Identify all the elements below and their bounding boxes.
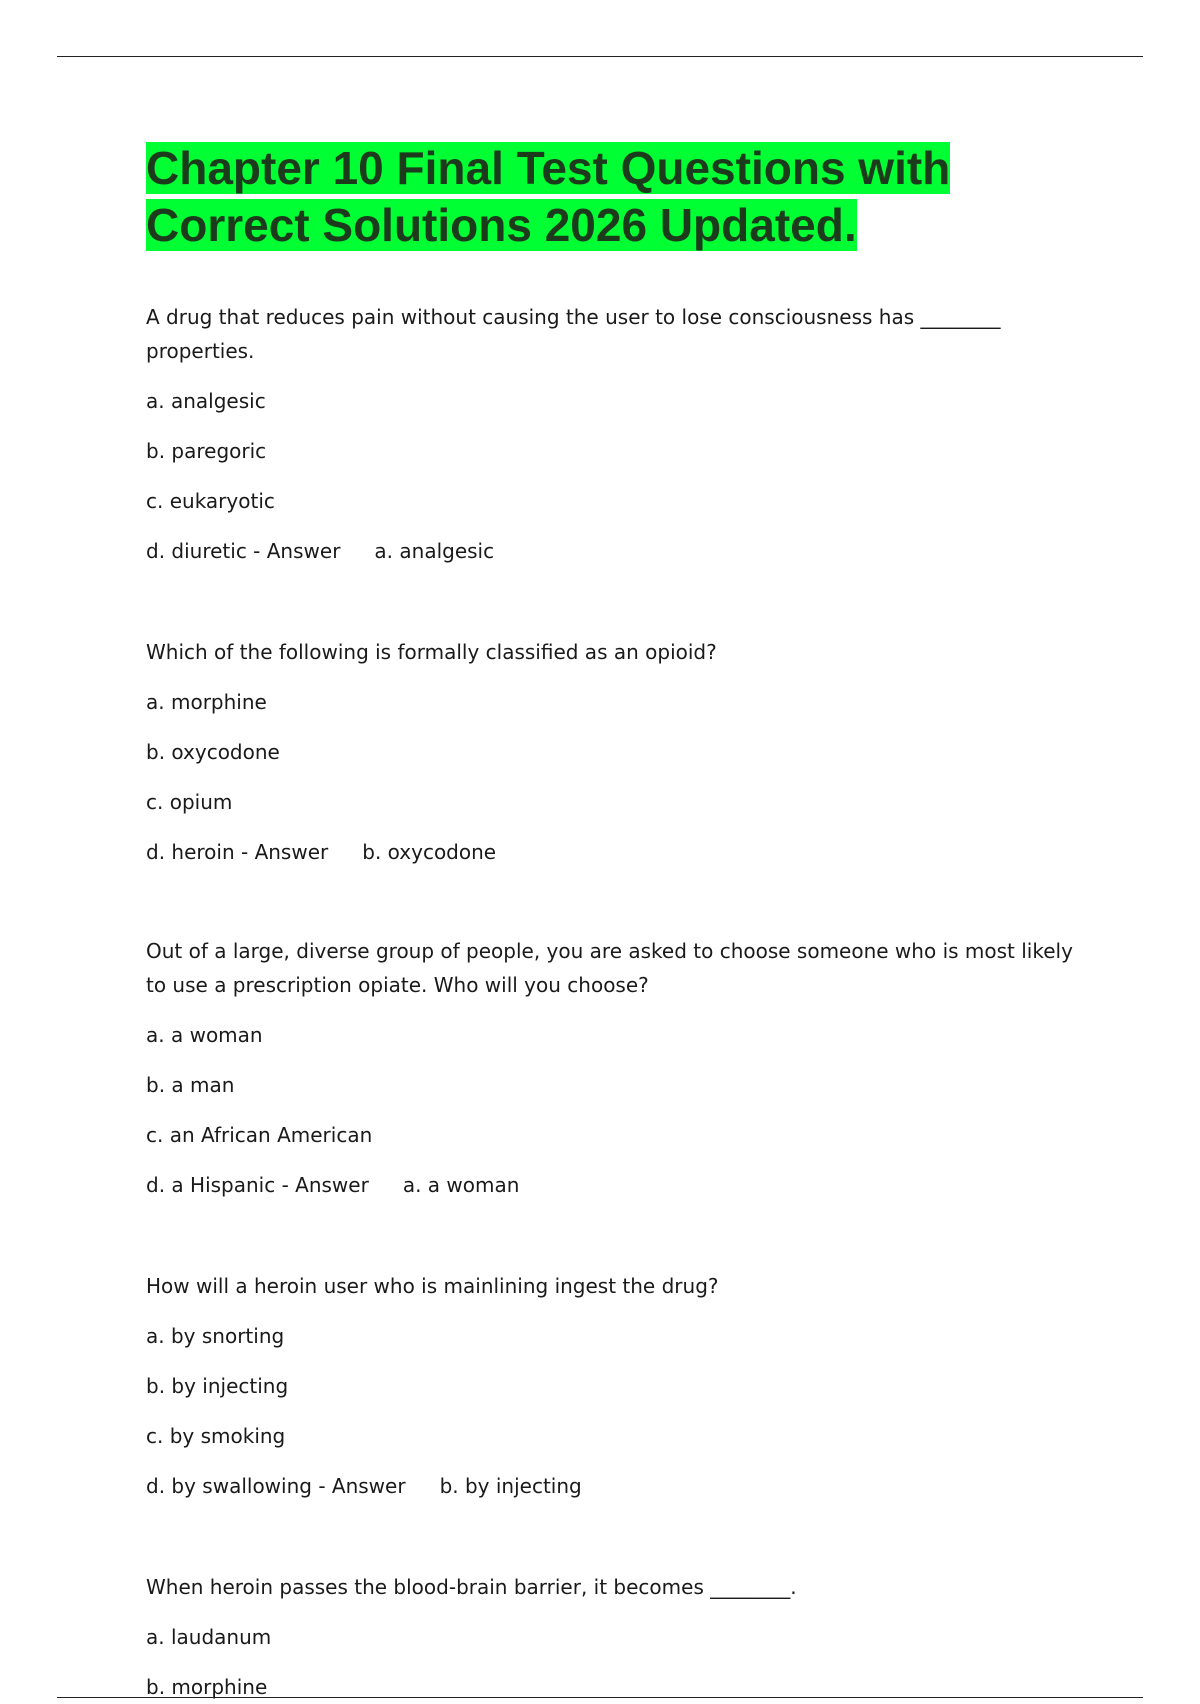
option-a: a. laudanum [146, 1625, 272, 1649]
option-b: b. morphine [146, 1675, 268, 1699]
footer-rule [57, 1697, 1143, 1698]
question-text: When heroin passes the blood-brain barrier, it becomes ________. [146, 1575, 797, 1599]
question-3 [146, 934, 1086, 1202]
question-4 [146, 1269, 1086, 1503]
option-c: c. by smoking [146, 1424, 286, 1448]
option-b: b. a man [146, 1073, 235, 1097]
option-a: a. a woman [146, 1023, 263, 1047]
option-a: a. by snorting [146, 1324, 285, 1348]
option-b: b. oxycodone [146, 740, 280, 764]
option-d-answer-line [146, 1168, 1086, 1202]
option-a: a. analgesic [146, 389, 266, 413]
option-c: c. an African American [146, 1123, 373, 1147]
option-d-answer-line [146, 534, 1086, 568]
answer-value: b. oxycodone [362, 840, 497, 864]
answer-value: a. analgesic [374, 539, 495, 563]
header-rule [57, 56, 1143, 57]
option-c: c. opium [146, 790, 233, 814]
option-a: a. morphine [146, 690, 267, 714]
question-text: How will a heroin user who is mainlining ingest the drug? [146, 1274, 719, 1298]
question-text: Out of a large, diverse group of people, you are asked to choose someone who is most likely to use a prescription opiate. Who will you choose? [146, 939, 1073, 997]
answer-value: a. a woman [402, 1173, 520, 1197]
question-text: A drug that reduces pain without causing the user to lose consciousness has ________ properties. [146, 305, 1001, 363]
document-body [146, 140, 1086, 1699]
option-d-answer-line [146, 835, 1086, 869]
answer-value: b. by injecting [439, 1474, 582, 1498]
option-c: c. eukaryotic [146, 489, 275, 513]
option-d: d. a Hispanic - Answer [146, 1173, 369, 1197]
title-highlight: Chapter 10 Final Test Questions with Correct Solutions 2026 Updated. [146, 142, 951, 251]
question-1 [146, 300, 1086, 568]
option-d: d. diuretic - Answer [146, 539, 341, 563]
option-d: d. heroin - Answer [146, 840, 329, 864]
option-d: d. by swallowing - Answer [146, 1474, 406, 1498]
document-title [146, 140, 1086, 254]
option-b: b. paregoric [146, 439, 267, 463]
question-5 [146, 1570, 1086, 1704]
question-text: Which of the following is formally classified as an opioid? [146, 640, 717, 664]
option-d-answer-line [146, 1469, 1086, 1503]
option-b: b. by injecting [146, 1374, 289, 1398]
question-2 [146, 635, 1086, 869]
